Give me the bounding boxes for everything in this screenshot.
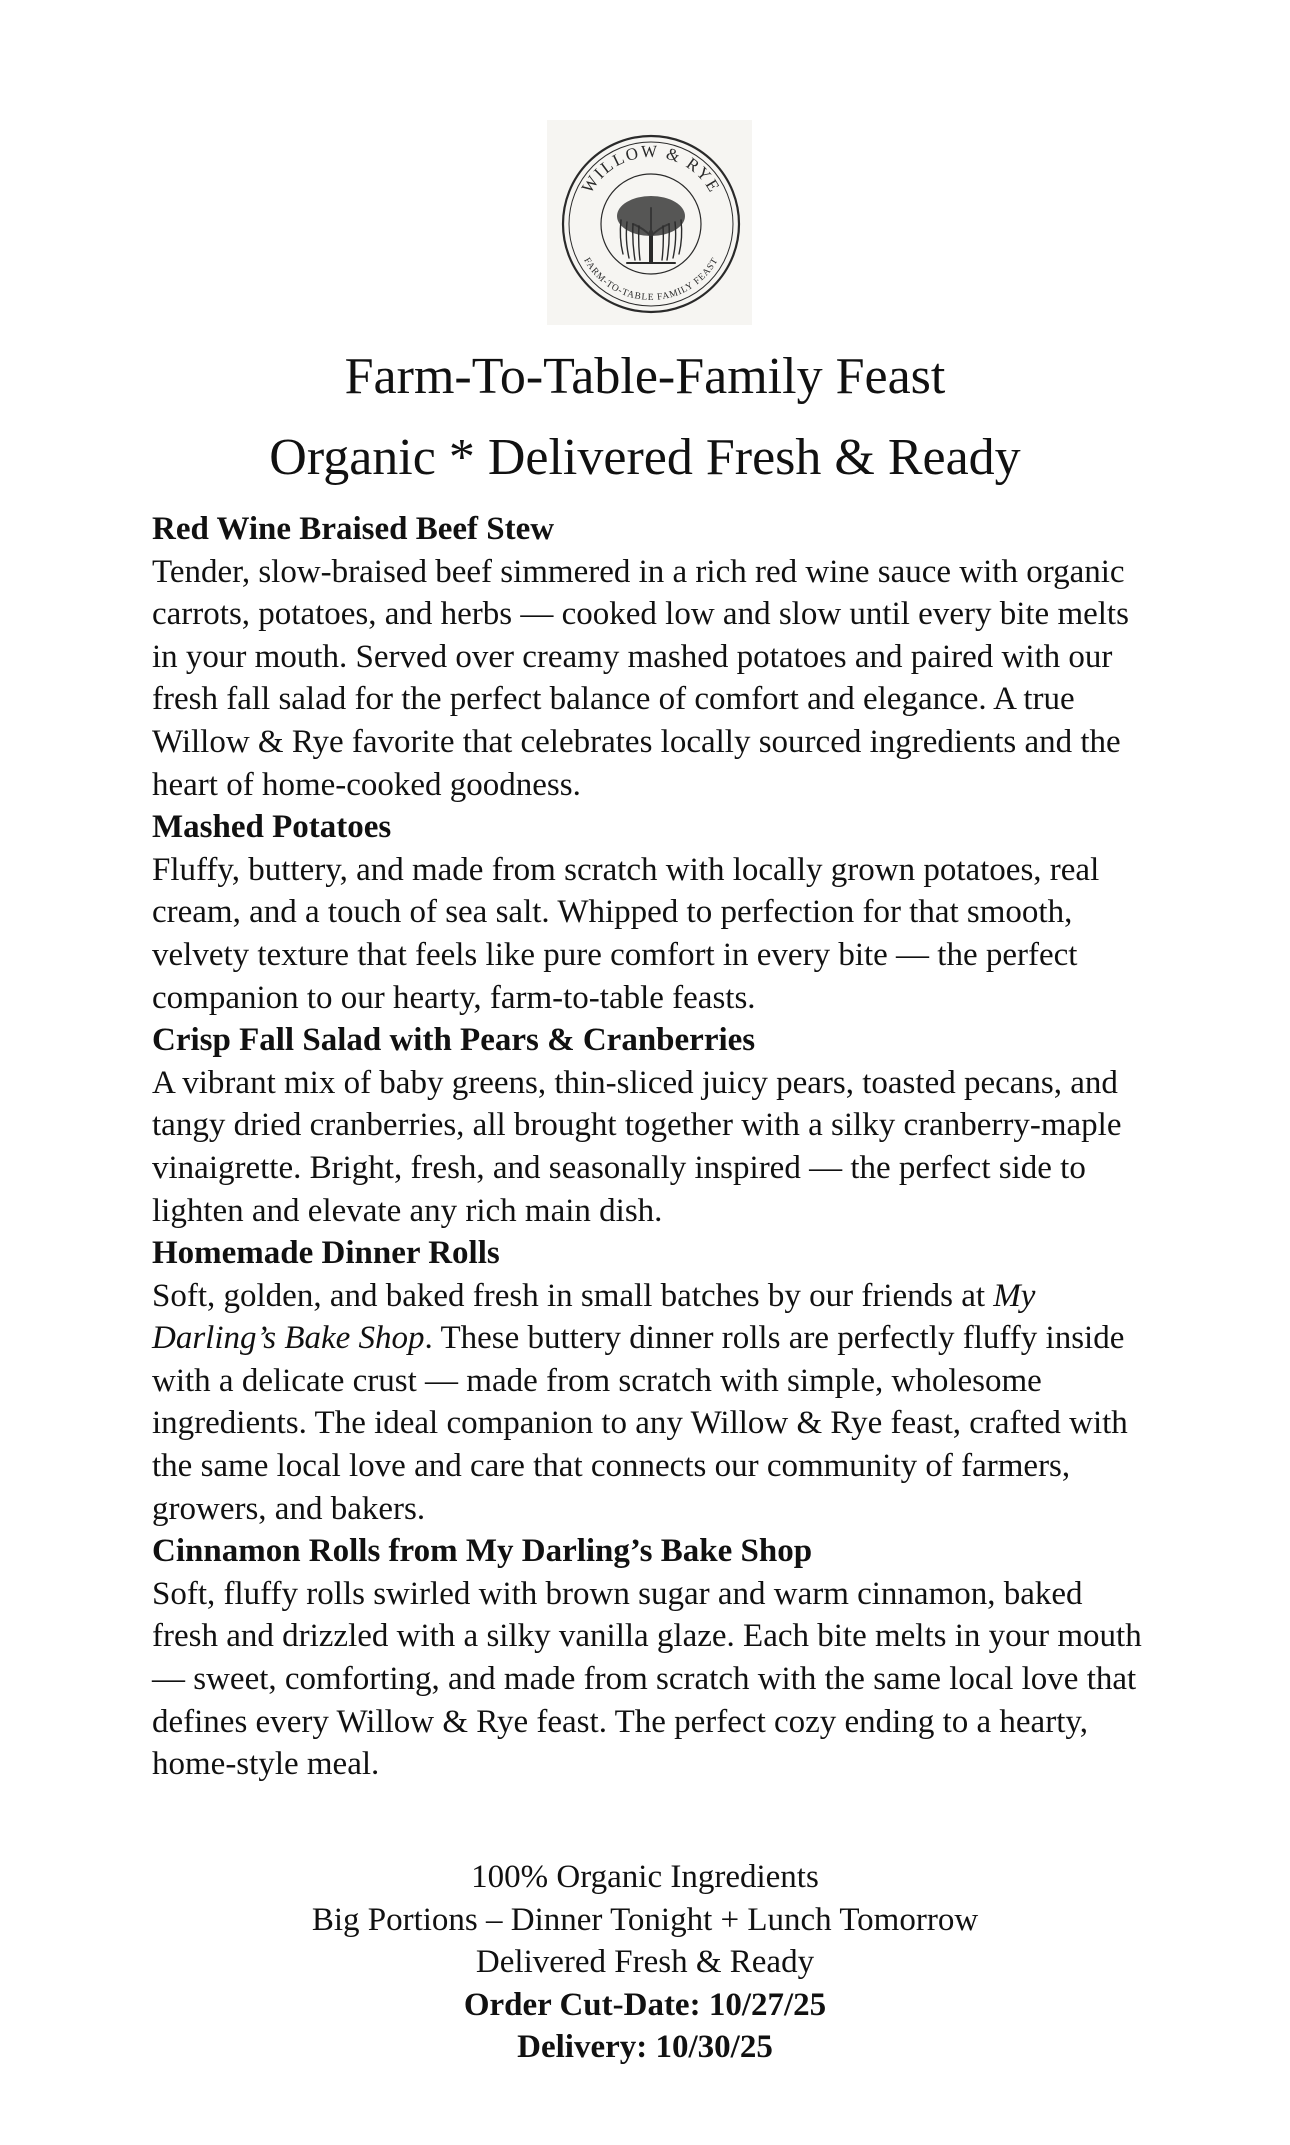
dish-description: Fluffy, buttery, and made from scratch with locally grown potatoes, real cream, and a touch of sea salt. Whipped to perfection for that smooth, velvety texture that feels like pure comfort in every bite — the perfect companion to our hearty, farm-to-table feasts. bbox=[152, 851, 1100, 1016]
footer bbox=[0, 1856, 1290, 2069]
dish-description: Tender, slow-braised beef simmered in a rich red wine sauce with organic carrots, potatoes, and herbs — cooked low and slow until every bite melts in your mouth. Served over creamy mashed potatoes and paired with our fresh fall salad for the perfect balance of comfort and elegance. A true Willow & Rye favorite that celebrates locally sourced ingredients and the heart of home-cooked goodness. bbox=[152, 553, 1129, 803]
menu-item bbox=[152, 806, 1152, 1019]
menu-list bbox=[152, 508, 1152, 1786]
footer-delivered: Delivered Fresh & Ready bbox=[475, 1944, 815, 1981]
menu-item bbox=[152, 508, 1152, 806]
dish-description bbox=[152, 1275, 1152, 1531]
logo bbox=[547, 120, 752, 325]
footer-portions: Big Portions – Dinner Tonight + Lunch Tomorrow bbox=[311, 1901, 979, 1938]
bakery-name: My Darling’s Bake Shop bbox=[152, 1277, 1036, 1357]
order-cutoff-date: Order Cut-Date: 10/27/25 bbox=[463, 1986, 827, 2023]
logo-seal bbox=[547, 120, 752, 325]
dish-name: Crisp Fall Salad with Pears & Cranberries bbox=[152, 1022, 756, 1059]
dish-name: Cinnamon Rolls from My Darling’s Bake Shop bbox=[152, 1533, 813, 1570]
dish-description-text: . These buttery dinner rolls are perfectly fluffy inside with a delicate crust — made from scratch with simple, wholesome ingredients. The ideal companion to any Willow & Rye feast, crafted with the same local love and care that connects our community of farmers, growers, and bakers. bbox=[152, 1320, 1128, 1527]
dish-name: Mashed Potatoes bbox=[152, 809, 392, 846]
page-title: Farm-To-Table-Family Feast bbox=[344, 348, 946, 405]
dish-name: Homemade Dinner Rolls bbox=[152, 1235, 500, 1272]
menu-item bbox=[152, 1530, 1152, 1786]
dish-description-text: Soft, golden, and baked fresh in small batches by our friends at bbox=[152, 1277, 994, 1314]
delivery-date: Delivery: 10/30/25 bbox=[517, 2029, 773, 2066]
page-subtitle: Organic * Delivered Fresh & Ready bbox=[269, 429, 1021, 486]
menu-item bbox=[152, 1019, 1152, 1232]
footer-organic: 100% Organic Ingredients bbox=[471, 1859, 819, 1895]
logo-top-text: WILLOW & RYE bbox=[577, 141, 725, 197]
menu-item bbox=[152, 1232, 1152, 1530]
dish-description: A vibrant mix of baby greens, thin-sliced juicy pears, toasted pecans, and tangy dried cranberries, all brought together with a silky cranberry-maple vinaigrette. Bright, fresh, and seasonally inspired — the perfect side to lighten and elevate any rich main dish. bbox=[152, 1064, 1122, 1229]
logo-bottom-text: FARM-TO-TABLE FAMILY FEAST bbox=[581, 256, 721, 304]
dish-description: Soft, fluffy rolls swirled with brown sugar and warm cinnamon, baked fresh and drizzled with a silky vanilla glaze. Each bite melts in your mouth — sweet, comforting, and made from scratch with the same local love that defines every Willow & Rye feast. The perfect cozy ending to a hearty, home-style meal. bbox=[152, 1575, 1142, 1783]
dish-name: Red Wine Braised Beef Stew bbox=[152, 511, 555, 547]
willow-tree-icon bbox=[617, 196, 685, 263]
